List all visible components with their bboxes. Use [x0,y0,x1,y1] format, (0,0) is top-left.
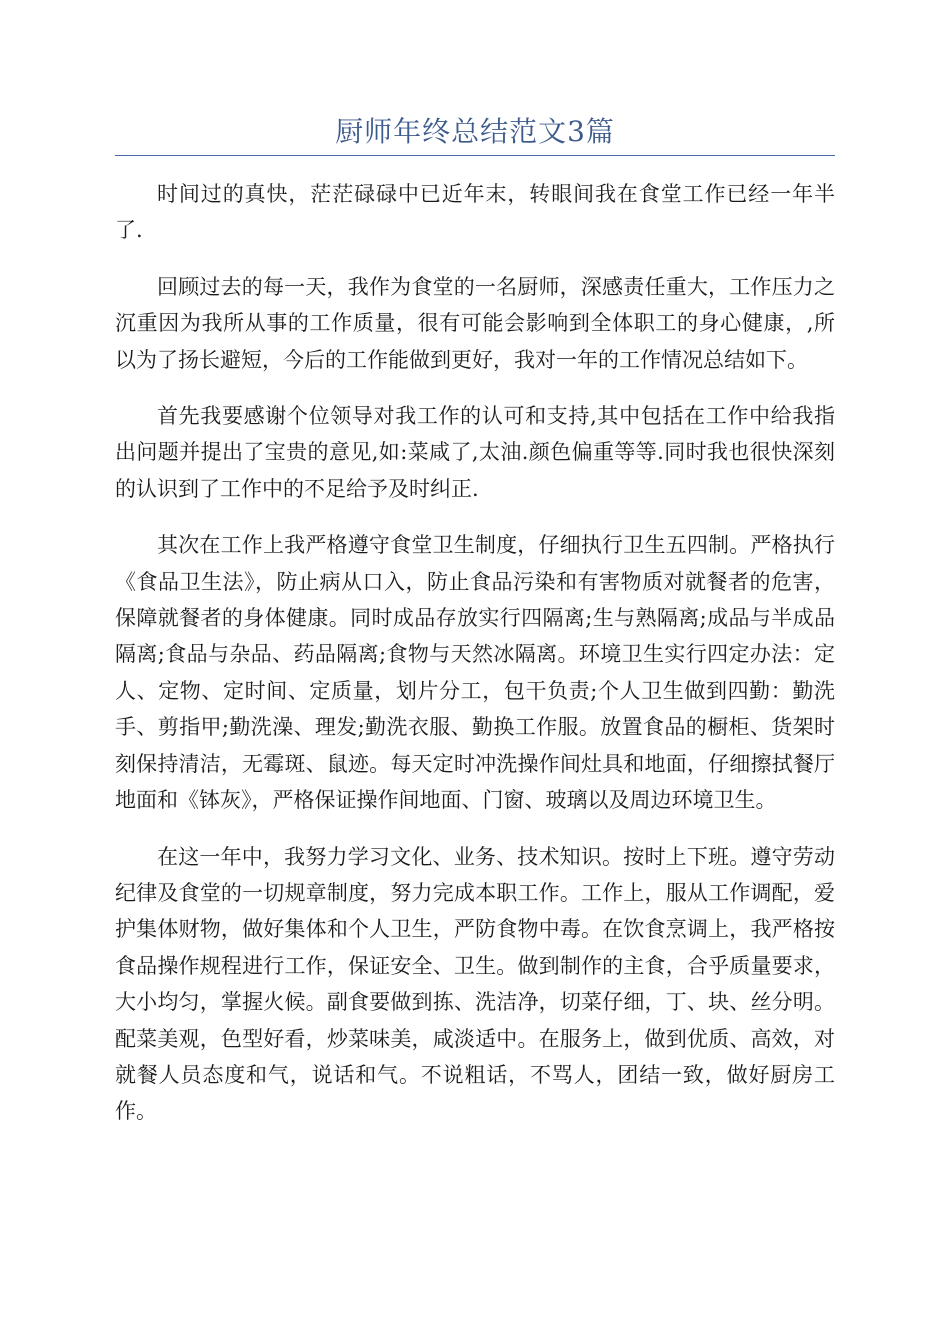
paragraph-1: 时间过的真快，茫茫碌碌中已近年末，转眼间我在食堂工作已经一年半了. [115,182,835,243]
title-underline [115,155,835,156]
paragraph-2: 回顾过去的每一天，我作为食堂的一名厨师，深感责任重大，工作压力之沉重因为我所从事的工作质量，很有可能会影响到全体职工的身心健康，,所以为了扬长避短，今后的工作能做到更好，我对一年的工作情况总结如下。 [115,274,835,372]
document-body [115,176,835,1150]
paragraph-3: 首先我要感谢个位领导对我工作的认可和支持,其中包括在工作中给我指出问题并提出了宝贵的意见,如:菜咸了,太油.颜色偏重等等.同时我也很快深刻的认识到了工作中的不足给予及时纠正. [115,404,835,501]
document-title: 厨师年终总结范文3篇 [335,115,615,148]
paragraph-4: 其次在工作上我严格遵守食堂卫生制度，仔细执行卫生五四制。严格执行《食品卫生法》，防止病从口入，防止食品污染和有害物质对就餐者的危害，保障就餐者的身体健康。同时成品存放实行四隔离;生与熟隔离;成品与半成品隔离;食品与杂品、药品隔离;食物与天然冰隔离。环境卫生实行四定办法：定人、定物、定时间、定质量，划片分工，包干负责;个人卫生做到四勤：勤洗手、剪指甲;勤洗澡、理发;勤洗衣服、勤换工作服。放置食品的橱柜、货架时刻保持清洁，无霉斑、鼠迹。每天定时冲洗操作间灶具和地面，仔细擦拭餐厅地面和《钵灰》，严格保证操作间地面、门窗、玻璃以及周边环境卫生。 [115,533,835,813]
paragraph-5: 在这一年中，我努力学习文化、业务、技术知识。按时上下班。遵守劳动纪律及食堂的一切规章制度，努力完成本职工作。工作上，服从工作调配，爱护集体财物，做好集体和个人卫生，严防食物中毒。在饮食烹调上，我严格按食品操作规程进行工作，保证安全、卫生。做到制作的主食，合乎质量要求，大小均匀，掌握火候。副食要做到拣、洗洁净，切菜仔细，丁、块、丝分明。配菜美观，色型好看，炒菜味美，咸淡适中。在服务上，做到优质、高效，对就餐人员态度和气，说话和气。不说粗话，不骂人，团结一致，做好厨房工作。 [115,844,835,1124]
